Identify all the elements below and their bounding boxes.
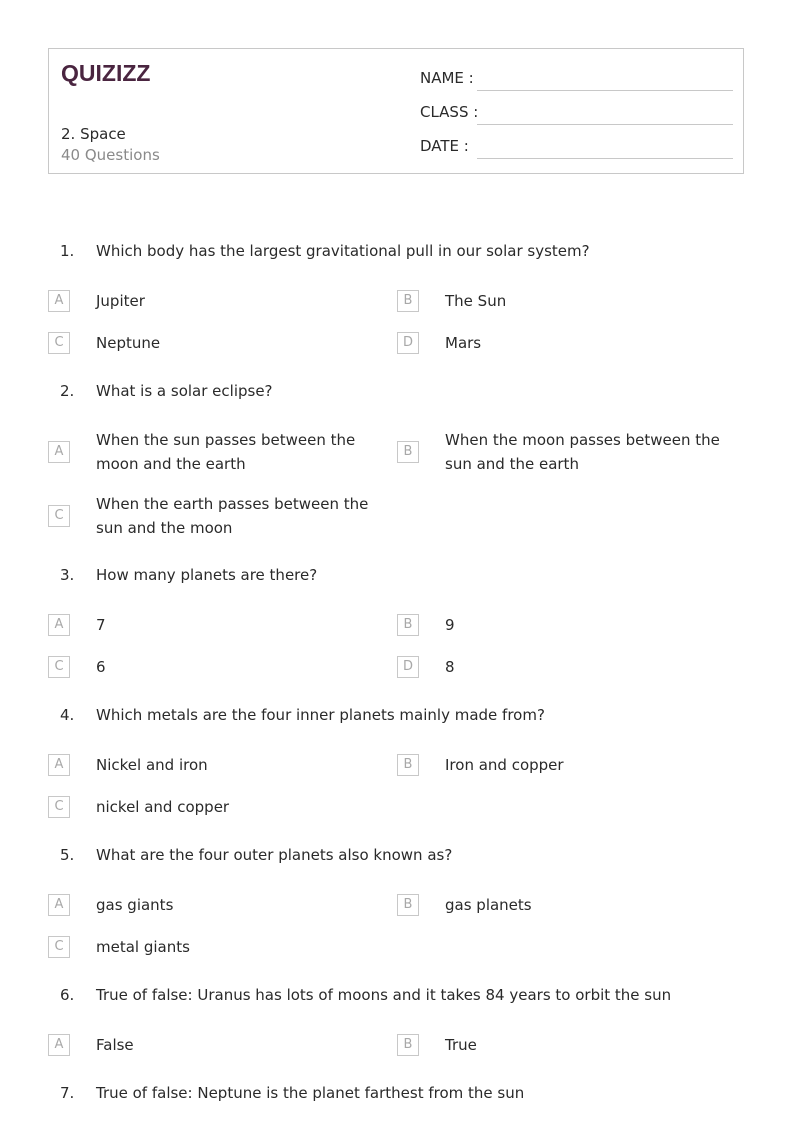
option-box[interactable]: C — [48, 796, 70, 818]
quizizz-logo — [61, 59, 157, 87]
option-text: nickel and copper — [96, 798, 230, 816]
option-box[interactable]: B — [397, 614, 419, 636]
question-text: True of false: Uranus has lots of moons and it takes 84 years to orbit the sun — [96, 986, 672, 1004]
question-number: 2. — [60, 382, 75, 400]
option-box[interactable]: A — [48, 614, 70, 636]
option-text: gas planets — [445, 896, 532, 914]
option-text: gas giants — [96, 896, 174, 914]
option-text: Jupiter — [96, 292, 145, 310]
question-number: 1. — [60, 242, 75, 260]
question-number: 3. — [60, 566, 75, 584]
option-box[interactable]: A — [48, 894, 70, 916]
question-text: Which body has the largest gravitational pull in our solar system? — [96, 242, 590, 260]
worksheet-title: 2. Space — [61, 125, 126, 143]
question-text: How many planets are there? — [96, 566, 318, 584]
name-label: NAME : — [420, 69, 474, 87]
option-text: When the earth passes between the sun and the moon — [96, 495, 369, 537]
name-field[interactable] — [420, 69, 733, 93]
option-text: When the sun passes between the moon and the earth — [96, 431, 356, 473]
svg-text:QUIZIZZ: QUIZIZZ — [61, 60, 151, 86]
option-text: 7 — [96, 616, 106, 634]
question-number: 6. — [60, 986, 75, 1004]
option-text: Iron and copper — [445, 756, 564, 774]
option-text: Nickel and iron — [96, 756, 208, 774]
question-number: 5. — [60, 846, 75, 864]
class-label: CLASS : — [420, 103, 479, 121]
option-text: When the moon passes between the sun and the earth — [445, 431, 720, 473]
date-label: DATE : — [420, 137, 469, 155]
option-box[interactable]: A — [48, 441, 70, 463]
option-text: metal giants — [96, 938, 190, 956]
question-number: 4. — [60, 706, 75, 724]
question-text: What is a solar eclipse? — [96, 382, 273, 400]
question-text: True of false: Neptune is the planet farthest from the sun — [96, 1084, 525, 1102]
question-count: 40 Questions — [61, 146, 160, 164]
date-field[interactable] — [420, 137, 733, 161]
option-text: The Sun — [445, 292, 507, 310]
option-text: 6 — [96, 658, 106, 676]
option-box[interactable]: B — [397, 754, 419, 776]
option-text: True — [445, 1036, 477, 1054]
option-box[interactable]: A — [48, 290, 70, 312]
option-box[interactable]: A — [48, 754, 70, 776]
option-text: 9 — [445, 616, 455, 634]
option-text: False — [96, 1036, 134, 1054]
option-box[interactable]: A — [48, 1034, 70, 1056]
option-box[interactable]: B — [397, 1034, 419, 1056]
question-text: What are the four outer planets also known as? — [96, 846, 453, 864]
option-box[interactable]: C — [48, 505, 70, 527]
option-box[interactable]: D — [397, 332, 419, 354]
date-line[interactable] — [477, 158, 733, 159]
option-box[interactable]: C — [48, 936, 70, 958]
option-text: 8 — [445, 658, 455, 676]
option-box[interactable]: B — [397, 441, 419, 463]
option-box[interactable]: C — [48, 656, 70, 678]
class-field[interactable] — [420, 103, 733, 127]
option-box[interactable]: D — [397, 656, 419, 678]
option-box[interactable]: B — [397, 894, 419, 916]
option-box[interactable]: B — [397, 290, 419, 312]
worksheet-header — [48, 48, 744, 174]
option-box[interactable]: C — [48, 332, 70, 354]
question-number: 7. — [60, 1084, 75, 1102]
option-text: Mars — [445, 334, 482, 352]
name-line[interactable] — [477, 90, 733, 91]
question-text: Which metals are the four inner planets mainly made from? — [96, 706, 545, 724]
class-line[interactable] — [477, 124, 733, 125]
option-text: Neptune — [96, 334, 161, 352]
